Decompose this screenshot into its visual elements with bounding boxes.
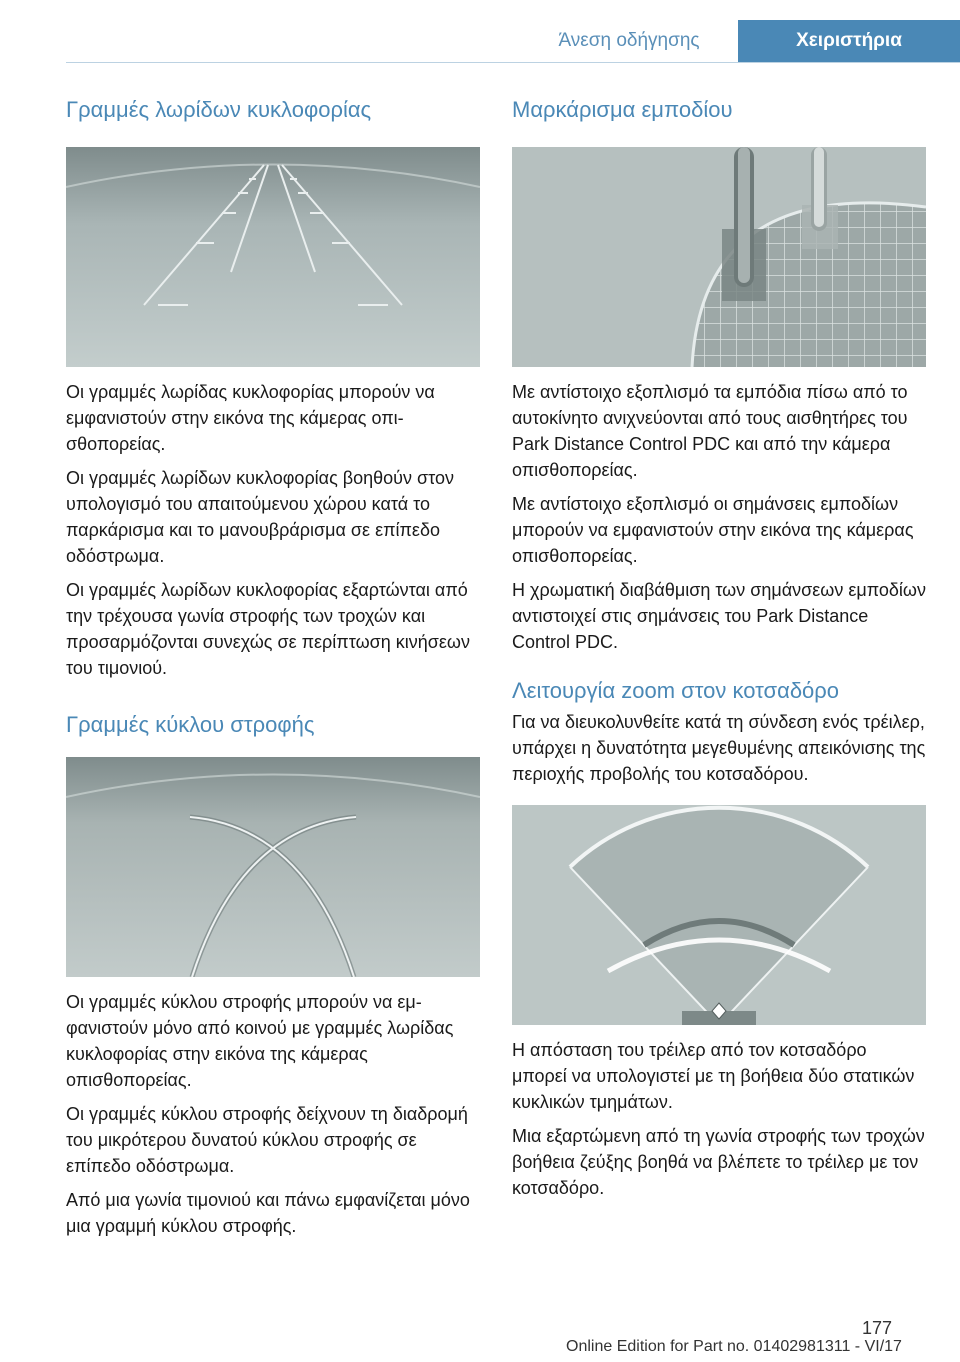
page-number: 177 — [862, 1318, 893, 1338]
turning-circle-para-2: Οι γραμμές κύκλου στροφής δείχνουν τη διαδρομή του μικρότερου δυνατού κύκλου στροφής σε επίπεδο οδόστρωμα. — [66, 1104, 468, 1177]
obstacle-para-1: Με αντίστοιχο εξοπλισμό τα εμπόδια πίσω από το αυτοκίνητο ανιχνεύονται από τους αισθητήρες του Park Distance Control PDC και από την κάμερα οπισθοπορείας. — [512, 381, 908, 480]
lane-lines-para-3: Οι γραμμές λωρίδων κυκλοφορίας εξαρτώνται από την τρέχουσα γωνία στροφής των τροχών και προσαρμόζονται συνεχώς σε περίπτωση κινήσεων του τιμονιού. — [66, 579, 470, 678]
heading-obstacle-marking: Μαρκάρισμα εμποδίου — [512, 97, 733, 122]
right-column — [512, 96, 926, 1201]
hitch-zoom-figure — [512, 805, 926, 1025]
obstacle-para-2: Με αντίστοιχο εξοπλισμό οι σημάνσεις εμποδίων μπορούν να εμφανιστούν στην εικόνα της κάμερας οπισθοπορείας. — [512, 493, 914, 566]
turning-circle-para-3: Από μια γωνία τιμονιού και πάνω εμφανίζεται μόνο μια γραμμή κύκλου στροφής. — [66, 1190, 470, 1237]
header-chapter-tab: Χειριστήρια — [738, 20, 960, 62]
lane-lines-para-2: Οι γραμμές λωρίδων κυκλοφορίας βοηθούν στον υπολογισμό του απαιτούμενου χώρου κατά το παρκάρισμα και το μανουβράρισμα σε επίπεδο οδόστρωμα. — [66, 467, 454, 566]
edition-footer: Online Edition for Part no. 01402981311 - VI/17 — [566, 1338, 902, 1355]
heading-hitch-zoom: Λειτουργία zoom στον κοτσαδόρο — [512, 677, 840, 703]
header-rule — [66, 62, 960, 63]
heading-lane-lines: Γραμμές λωρίδων κυκλοφορίας — [66, 97, 372, 122]
header-section: Άνεση οδήγησης — [558, 30, 700, 51]
obstacle-para-3: Η χρωματική διαβάθμιση των σημάνσεων εμποδίων αντιστοιχεί στις σημάνσεις του Park Distance Control PDC. — [512, 579, 926, 652]
heading-turning-circle: Γραμμές κύκλου στροφής — [66, 711, 315, 737]
obstacle-marking-figure — [512, 147, 926, 367]
turning-circle-para-1: Οι γραμμές κύκλου στροφής μπορούν να εμφανιστούν μόνο από κοινού με γραμμές λωρίδας κυκλοφορίας στην εικόνα της κάμερας οπισθοπορείας. — [66, 992, 454, 1091]
hitch-zoom-para-2: Η απόσταση του τρέιλερ από τον κοτσαδόρο μπορεί να υπολογιστεί με τη βοήθεια δύο στατικών κυκλικών τμημάτων. — [512, 1040, 915, 1113]
turning-circle-figure — [66, 757, 480, 977]
hitch-zoom-para-1: Για να διευκολυνθείτε κατά τη σύνδεση ενός τρέιλερ, υπάρχει η δυνατότητα μεγεθυμένης απεικόνισης της περιοχής προβολής του κοτσαδόρου. — [512, 712, 926, 785]
hitch-zoom-para-3: Μια εξαρτώμενη από τη γωνία στροφής των τροχών βοήθεια ζεύξης βοηθά να βλέπετε το τρέιλερ με τον κοτσαδόρο. — [512, 1126, 925, 1199]
lane-lines-figure — [66, 147, 480, 367]
lane-lines-para-1: Οι γραμμές λωρίδας κυκλοφορίας μπορούν να εμφανιστούν στην εικόνα της κάμερας οπισθοπορείας. — [66, 381, 435, 454]
left-column — [66, 96, 480, 1239]
